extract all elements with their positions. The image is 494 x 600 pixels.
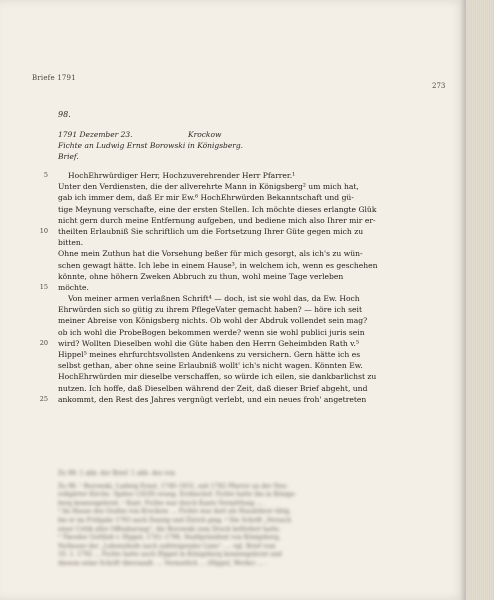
text-line: [58, 293, 438, 304]
text-line: [58, 204, 438, 215]
line-text: nutzen. Ich hoffe, daß Dieselben während der Zeit, daß dieser Brief abgeht, und: [58, 383, 368, 393]
text-line: [58, 315, 438, 326]
line-text: schen gewagt hätte. Ich lebe in einem Hause³, in welchem ich, wenn es geschehen: [58, 260, 378, 270]
line-text: Hippel⁵ meines ehrfurchtsvollsten Andenkens zu versichern. Gern hätte ich es: [58, 350, 361, 359]
text-line: [39, 282, 438, 293]
text-line: [58, 304, 438, 315]
footnote-line: Zu 98. ¹ Borowski, Ludwig Ernst, 1740–1831, seit 1782 Pfarrer an der Neu-: [58, 482, 289, 490]
footnote-line: berg kennengelernt. ² Kant. Fichte war durch Kants Vermittlung ... .: [58, 499, 266, 507]
line-text: tige Meynung verschafte, eine der ersten Stellen. Ich möchte dieses erlangte Glük: [58, 204, 377, 214]
line-text: HochEhrwürden mir dieselbe verschaffen, so würde ich eilen, sie dankbarlichst zu: [58, 372, 377, 382]
text-line: [58, 192, 438, 203]
line-text: gab ich immer dem, daß Er mir Ew.⁶ HochEhrwürden Bekanntschaft und gü-: [58, 193, 354, 203]
line-number: 5: [43, 171, 48, 179]
line-text: selbst gethan, aber ohne seine Erlaubniß wollt' ich's nicht wagen. Könnten Ew.: [58, 361, 363, 371]
line-number: 25: [39, 394, 48, 403]
text-line: [58, 360, 438, 371]
letter-type: Brief.: [58, 152, 79, 161]
text-line: [58, 237, 438, 248]
text-line: [58, 181, 438, 192]
line-text: ankommt, den Rest des Jahres vergnügt verlebt, und ein neues froh' angetreten: [58, 394, 367, 404]
text-line: [39, 338, 438, 349]
text-line: [58, 271, 438, 282]
line-text: meiner Abreise von Königsberg nichts. Ob wohl der Abdruk vollendet sein mag?: [58, 316, 368, 326]
line-text: Ohne mein Zuthun hat die Vorsehung beßer für mich gesorgt, als ich's zu wün-: [58, 249, 363, 259]
line-text: könnte, ohne höhern Zweken Abbruch zu thun, wohl meine Tage verleben: [58, 271, 344, 281]
text-line: [58, 383, 438, 394]
footnote-line: ⁵ Theodor Gottlieb v. Hippel, 1741–1796, Stadtpräsident von Königsberg,: [58, 534, 281, 542]
footnotes-blurred: [58, 470, 438, 569]
footnote-line: ³ Im Hause des Grafen von Krockow. ... Fichte war dort als Hauslehrer tätig,: [58, 508, 291, 516]
running-head: Briefe 1791: [32, 74, 76, 82]
line-text: Von meiner armen verlaßnen Schrift⁴ — doch, ist sie wohl das, da Ew. Hoch: [68, 294, 360, 304]
footnote-line: bis er im Frühjahr 1793 nach Danzig und Zürich ging. ⁴ Die Schrift „Versuch: [58, 516, 292, 524]
line-number: 15: [39, 282, 48, 291]
footnote-line: roßgärter Kirche. Später (1829) evang. Erzbischof. Fichte hatte ihn in Königs-: [58, 491, 297, 499]
text-line: [58, 371, 438, 382]
line-text: Unter den Verdiensten, die der allverehrte Mann in Königsberg² um mich hat,: [58, 182, 359, 192]
line-text: wird? Wollten Dieselben wohl die Güte haben den Herrn Geheimbden Rath v.⁵: [58, 338, 360, 348]
footnote-line: Verfasser der „Lebensläufe nach aufsteigender Linie“. ... vgl. Brief vom: [58, 542, 276, 550]
line-text: nicht gern durch meine Entfernung aufgeben, und bediene mich also Ihrer mir er-: [58, 215, 376, 225]
text-line: [43, 170, 438, 181]
line-text: möchte.: [58, 282, 89, 292]
line-text: Ehrwürden sich so gütig zu ihrem PflegeVater gemacht haben? — höre ich seit: [58, 305, 363, 315]
text-line: [58, 248, 438, 259]
letter-date: 1791 Dezember 23.: [58, 130, 133, 139]
letter-body: [39, 170, 438, 405]
text-line: [58, 215, 438, 226]
text-line: [39, 226, 438, 237]
line-text: theilten Erlaubniß Sie schriftlich um die Fortsetzung Ihrer Güte gegen mich zu: [58, 226, 364, 236]
line-text: ob ich wohl die ProbeBogen bekommen werde? wenn sie wohl publici juris sein: [58, 327, 365, 337]
line-text: bitten.: [58, 238, 84, 248]
text-line: [58, 260, 438, 271]
text-line: [39, 394, 438, 405]
footnote-line: Zu 98: 1 abb. der Brief. 1 abb. des von: [58, 470, 176, 477]
line-text: HochEhrwürdiger Herr, Hochzuverehrender Herr Pfarrer.¹: [68, 171, 296, 180]
footnote-line: einer Critik aller Offenbarung“, die Borowski zum Druck befördert hatte.: [58, 525, 281, 533]
text-line: [58, 349, 438, 360]
footnote-line: diesem seine Schrift übersandt. ... Vermutlich ... (Hippel, Werke) ... .: [58, 559, 267, 567]
letter-place: Krockow: [188, 130, 222, 139]
line-number: 10: [39, 226, 48, 235]
page-number: 273: [432, 82, 446, 90]
text-line: [58, 327, 438, 338]
footnote-line: 10. 1. 1792 ... Fichte hatte auch Hippel in Königsberg kennengelernt und: [58, 551, 282, 559]
letter-sender-recipient: Fichte an Ludwig Ernst Borowski in Königsberg.: [58, 141, 244, 150]
page-edge: [466, 0, 494, 600]
line-number: 20: [39, 338, 48, 347]
letter-number: 98.: [58, 110, 71, 119]
